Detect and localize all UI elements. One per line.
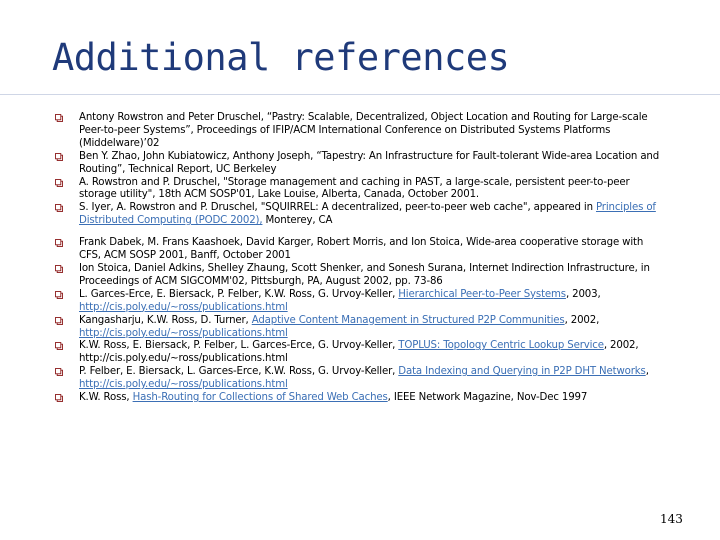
reference-text: Kangasharju, K.W. Ross, D. Turner, [79,314,252,326]
reference-link[interactable]: http://cis.poly.edu/~ross/publications.html [79,301,288,313]
square-bullet-icon [55,368,63,376]
reference-text: , IEEE Network Magazine, Nov-Dec 1997 [387,392,588,404]
reference-item [55,151,667,177]
reference-link[interactable]: Data Indexing and Querying in P2P DHT Networks [398,366,646,378]
square-bullet-icon [55,114,63,122]
square-bullet-icon [55,239,63,247]
reference-link[interactable]: Hierarchical Peer-to-Peer Systems [398,288,566,300]
reference-item [55,289,667,315]
reference-text: , 2003, [565,288,601,300]
reference-group [55,237,667,405]
square-bullet-icon [55,317,63,325]
reference-link[interactable]: TOPLUS: Topology Centric Lookup Service [398,340,604,352]
reference-link[interactable]: Hash-Routing for Collections of Shared Web Caches [132,392,388,404]
reference-text: , 2002, http://cis.poly.edu/~ross/publications.html [79,340,639,365]
reference-text: S. Iyer, A. Rowstron and P. Druschel, "SQUIRREL: A decentralized, peer-to-peer web cache", appeared in [79,202,596,214]
square-bullet-icon [55,204,63,212]
reference-text: P. Felber, E. Biersack, L. Garces-Erce, K.W. Ross, G. Urvoy-Keller, [79,366,399,378]
reference-item [55,112,667,151]
reference-item [55,202,667,228]
page-number: 143 [660,512,683,526]
reference-text: Monterey, CA [262,215,333,227]
square-bullet-icon [55,265,63,273]
square-bullet-icon [55,291,63,299]
square-bullet-icon [55,153,63,161]
reference-text: K.W. Ross, [79,392,133,404]
reference-link[interactable]: Principles of Distributed Computing (PODC 2002), [79,202,656,227]
reference-item [55,237,667,263]
reference-item [55,366,667,392]
reference-text: , [645,366,649,378]
reference-text: Frank Dabek, M. Frans Kaashoek, David Karger, Robert Morris, and Ion Stoica, Wide-area cooperative storage with CFS, ACM SOSP 2001, Banff, October 2001 [79,237,644,262]
reference-item [55,392,667,405]
reference-text: L. Garces-Erce, E. Biersack, P. Felber, K.W. Ross, G. Urvoy-Keller, [79,288,399,300]
square-bullet-icon [55,394,63,402]
reference-item [55,340,667,366]
reference-link[interactable]: http://cis.poly.edu/~ross/publications.html [79,379,288,391]
reference-list [55,112,667,405]
slide-title: Additional references [52,36,510,79]
reference-text: Ion Stoica, Daniel Adkins, Shelley Zhaung, Scott Shenker, and Sonesh Surana, Internet Indirection Infrastructure, in Proceedings of ACM SIGCOMM'02, Pittsburgh, PA, August 2002, pp. 73-86 [79,262,650,287]
reference-group [55,112,667,228]
reference-text: K.W. Ross, E. Biersack, P. Felber, L. Garces-Erce, G. Urvoy-Keller, [79,340,399,352]
square-bullet-icon [55,179,63,187]
reference-item [55,177,667,203]
reference-text: A. Rowstron and P. Druschel, "Storage management and caching in PAST, a large-scale, persistent peer-to-peer storage utility", 18th ACM SOSP'01, Lake Louise, Alberta, Canada, October 2001. [79,176,630,201]
reference-text: Ben Y. Zhao, John Kubiatowicz, Anthony Joseph, “Tapestry: An Infrastructure for Fault-tolerant Wide-area Location and Routing”, Technical Report, UC Berkeley [79,150,660,175]
reference-link[interactable]: Adaptive Content Management in Structured P2P Communities [251,314,565,326]
reference-link[interactable]: http://cis.poly.edu/~ross/publications.html [79,327,288,339]
reference-text: Antony Rowstron and Peter Druschel, “Pastry: Scalable, Decentralized, Object Location and Routing for Large-scale Peer-to-peer Systems”, Proceedings of IFIP/ACM International Conference on Distributed Systems Platforms (Middelware)’02 [79,112,648,149]
reference-text: , 2002, [564,314,600,326]
reference-item [55,315,667,341]
square-bullet-icon [55,342,63,350]
reference-item [55,263,667,289]
title-divider [0,94,720,95]
